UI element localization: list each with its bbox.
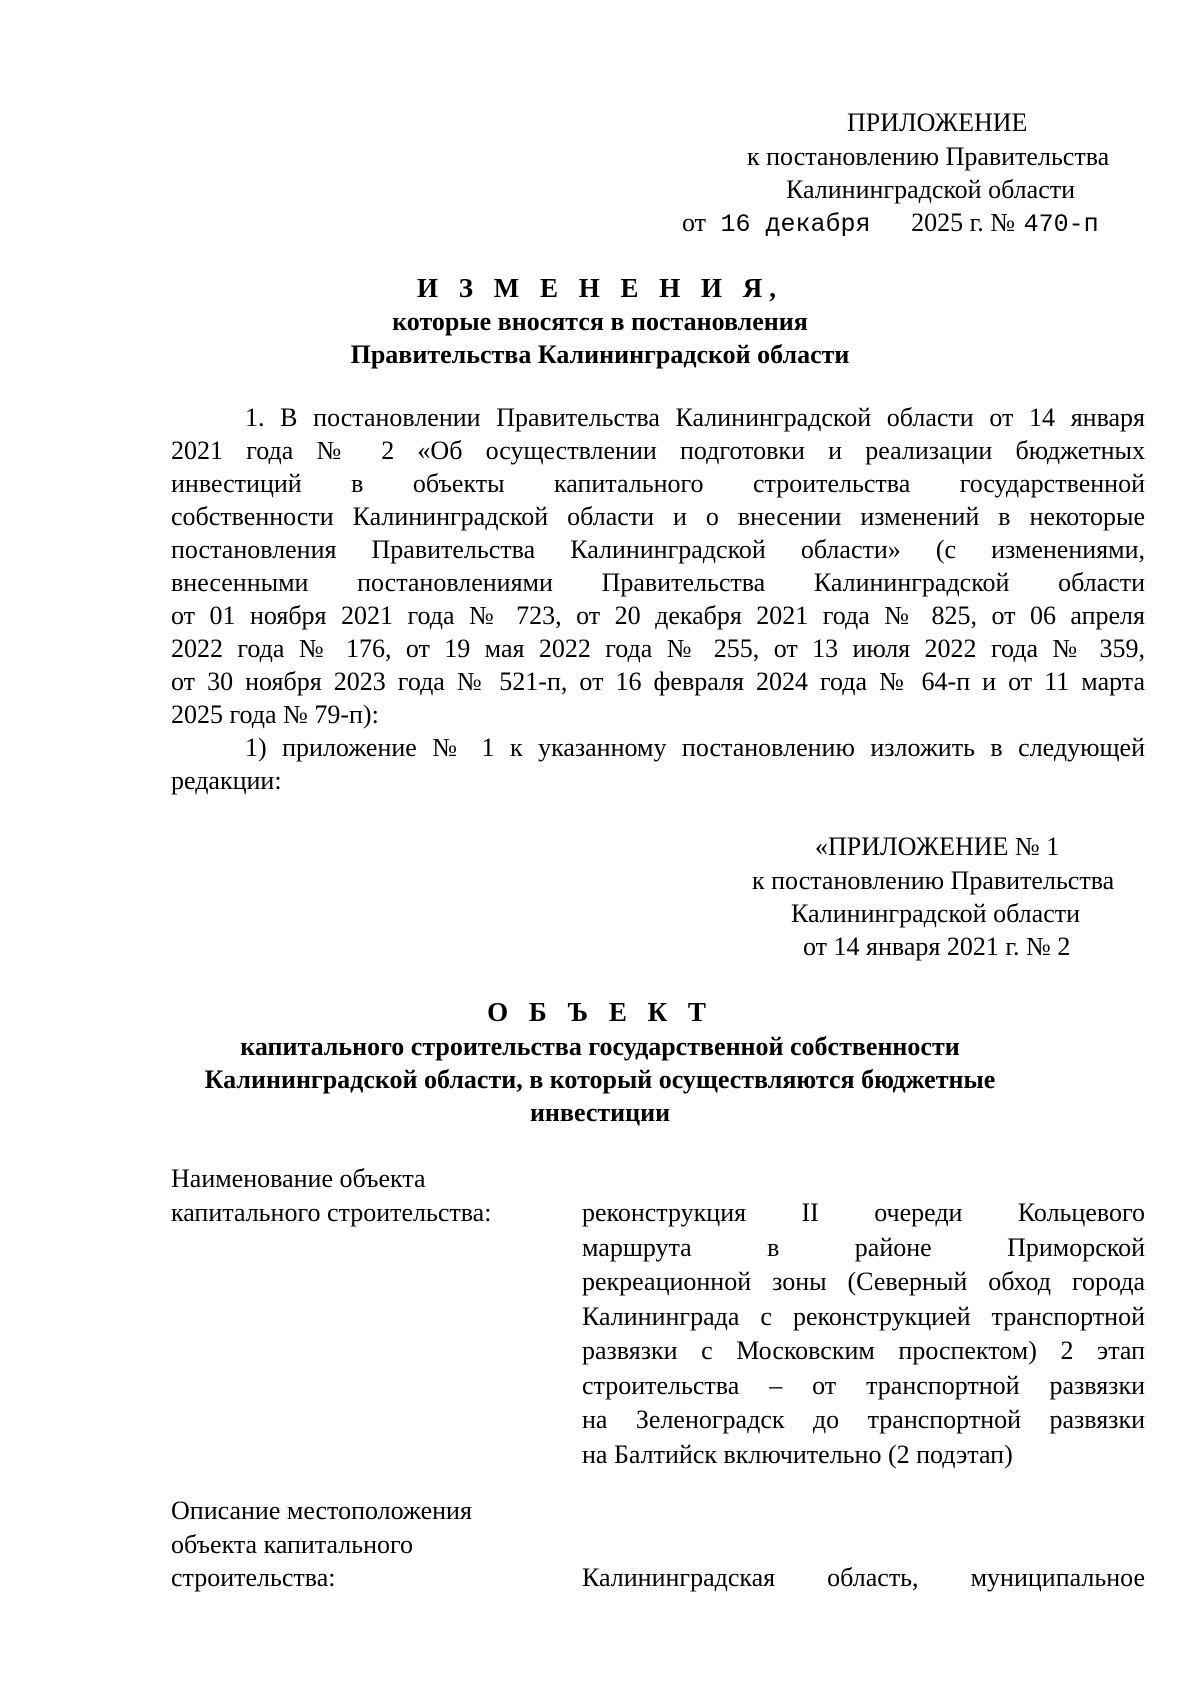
object-heading-line-1: капитального строительства государственной собственности	[240, 1032, 960, 1061]
item-1-line: внесенными постановлениями Правительства Калининградской области	[171, 568, 1145, 597]
appendix-line-3: от 14 января 2021 г. № 2	[803, 932, 1071, 961]
heading-subtitle-1: которые вносятся в постановления	[392, 307, 808, 336]
item-1-line: 2025 года № 79-п):	[171, 700, 379, 729]
header-date-prefix: от	[682, 208, 707, 237]
location-label-line-3: строительства:	[171, 1563, 336, 1592]
item-1-line: 1. В постановлении Правительства Калининградской области от 14 января	[245, 403, 1145, 432]
item-1-line: постановления Правительства Калининградской области» (с изменениями,	[171, 535, 1145, 564]
item-1-line: собственности Калининградской области и о внесении изменений в некоторые	[171, 502, 1145, 531]
name-value-line: рекреационной зоны (Северный обход города	[582, 1267, 1145, 1296]
appendix-line-1: к постановлению Правительства	[752, 866, 1115, 895]
header-line-2: Калининградской области	[786, 175, 1076, 204]
location-label-line-2: объекта капитального	[171, 1530, 414, 1559]
header-date-filled: 16 декабря	[720, 210, 871, 239]
name-value	[582, 1196, 1145, 1472]
subitem-1-paragraph	[171, 731, 1145, 797]
header-date-line	[682, 206, 1099, 241]
item-1-line: от 30 ноября 2023 года № 521-п, от 16 февраля 2024 года № 64-п и от 11 марта	[171, 667, 1145, 696]
item-1-line: 2021 года № 2 «Об осуществлении подготовки и реализации бюджетных	[171, 436, 1145, 465]
heading-title: И З М Е Н Е Н И Я,	[416, 273, 783, 303]
object-heading-line-3: инвестиции	[529, 1098, 671, 1127]
item-1-line: 2022 года № 176, от 19 мая 2022 года № 255, от 13 июля 2022 года № 359,	[171, 634, 1145, 663]
location-label-line-1: Описание местоположения	[171, 1496, 472, 1525]
name-value-line: на Зеленоградск до транспортной развязки	[582, 1405, 1145, 1434]
name-value-line: маршрута в районе Приморской	[582, 1232, 1145, 1262]
location-value-line: Калининградская область, муниципальное	[582, 1563, 1145, 1592]
name-value-line: реконструкция II очереди Кольцевого	[582, 1198, 1145, 1227]
name-value-line: на Балтийск включительно (2 подэтап)	[582, 1439, 1013, 1469]
heading-subtitle-2: Правительства Калининградской области	[350, 340, 850, 369]
name-value-line: развязки с Московским проспектом) 2 этап	[582, 1336, 1145, 1365]
appendix-title: «ПРИЛОЖЕНИЕ № 1	[815, 832, 1060, 861]
object-heading-line-2: Калининградской области, в который осуществляются бюджетные	[204, 1065, 996, 1094]
header-date-year: 2025 г. №	[911, 208, 1016, 237]
name-label-line-2: капитального строительства:	[171, 1198, 492, 1227]
item-1-line: инвестиций в объекты капитального строительства государственной	[171, 469, 1145, 498]
item-1-line: от 01 ноября 2021 года № 723, от 20 декабря 2021 года № 825, от 06 апреля	[171, 601, 1145, 630]
location-value	[582, 1561, 1145, 1596]
subitem-1-line: редакции:	[171, 766, 282, 795]
subitem-1-line: 1) приложение № 1 к указанному постановлению изложить в следующей	[245, 733, 1145, 762]
item-1-paragraph	[171, 401, 1145, 731]
header-line-1: к постановлению Правительства	[747, 142, 1110, 171]
name-value-line: строительства – от транспортной развязки	[582, 1370, 1145, 1400]
name-value-line: Калининграда с реконструкцией транспортной	[582, 1301, 1145, 1331]
object-heading-title: О Б Ъ Е К Т	[487, 997, 713, 1027]
name-label-line-1: Наименование объекта	[171, 1164, 426, 1193]
appendix-line-2: Калининградской области	[791, 899, 1081, 928]
header-title: ПРИЛОЖЕНИЕ	[847, 108, 1028, 137]
header-number-filled: 470-п	[1023, 210, 1099, 239]
